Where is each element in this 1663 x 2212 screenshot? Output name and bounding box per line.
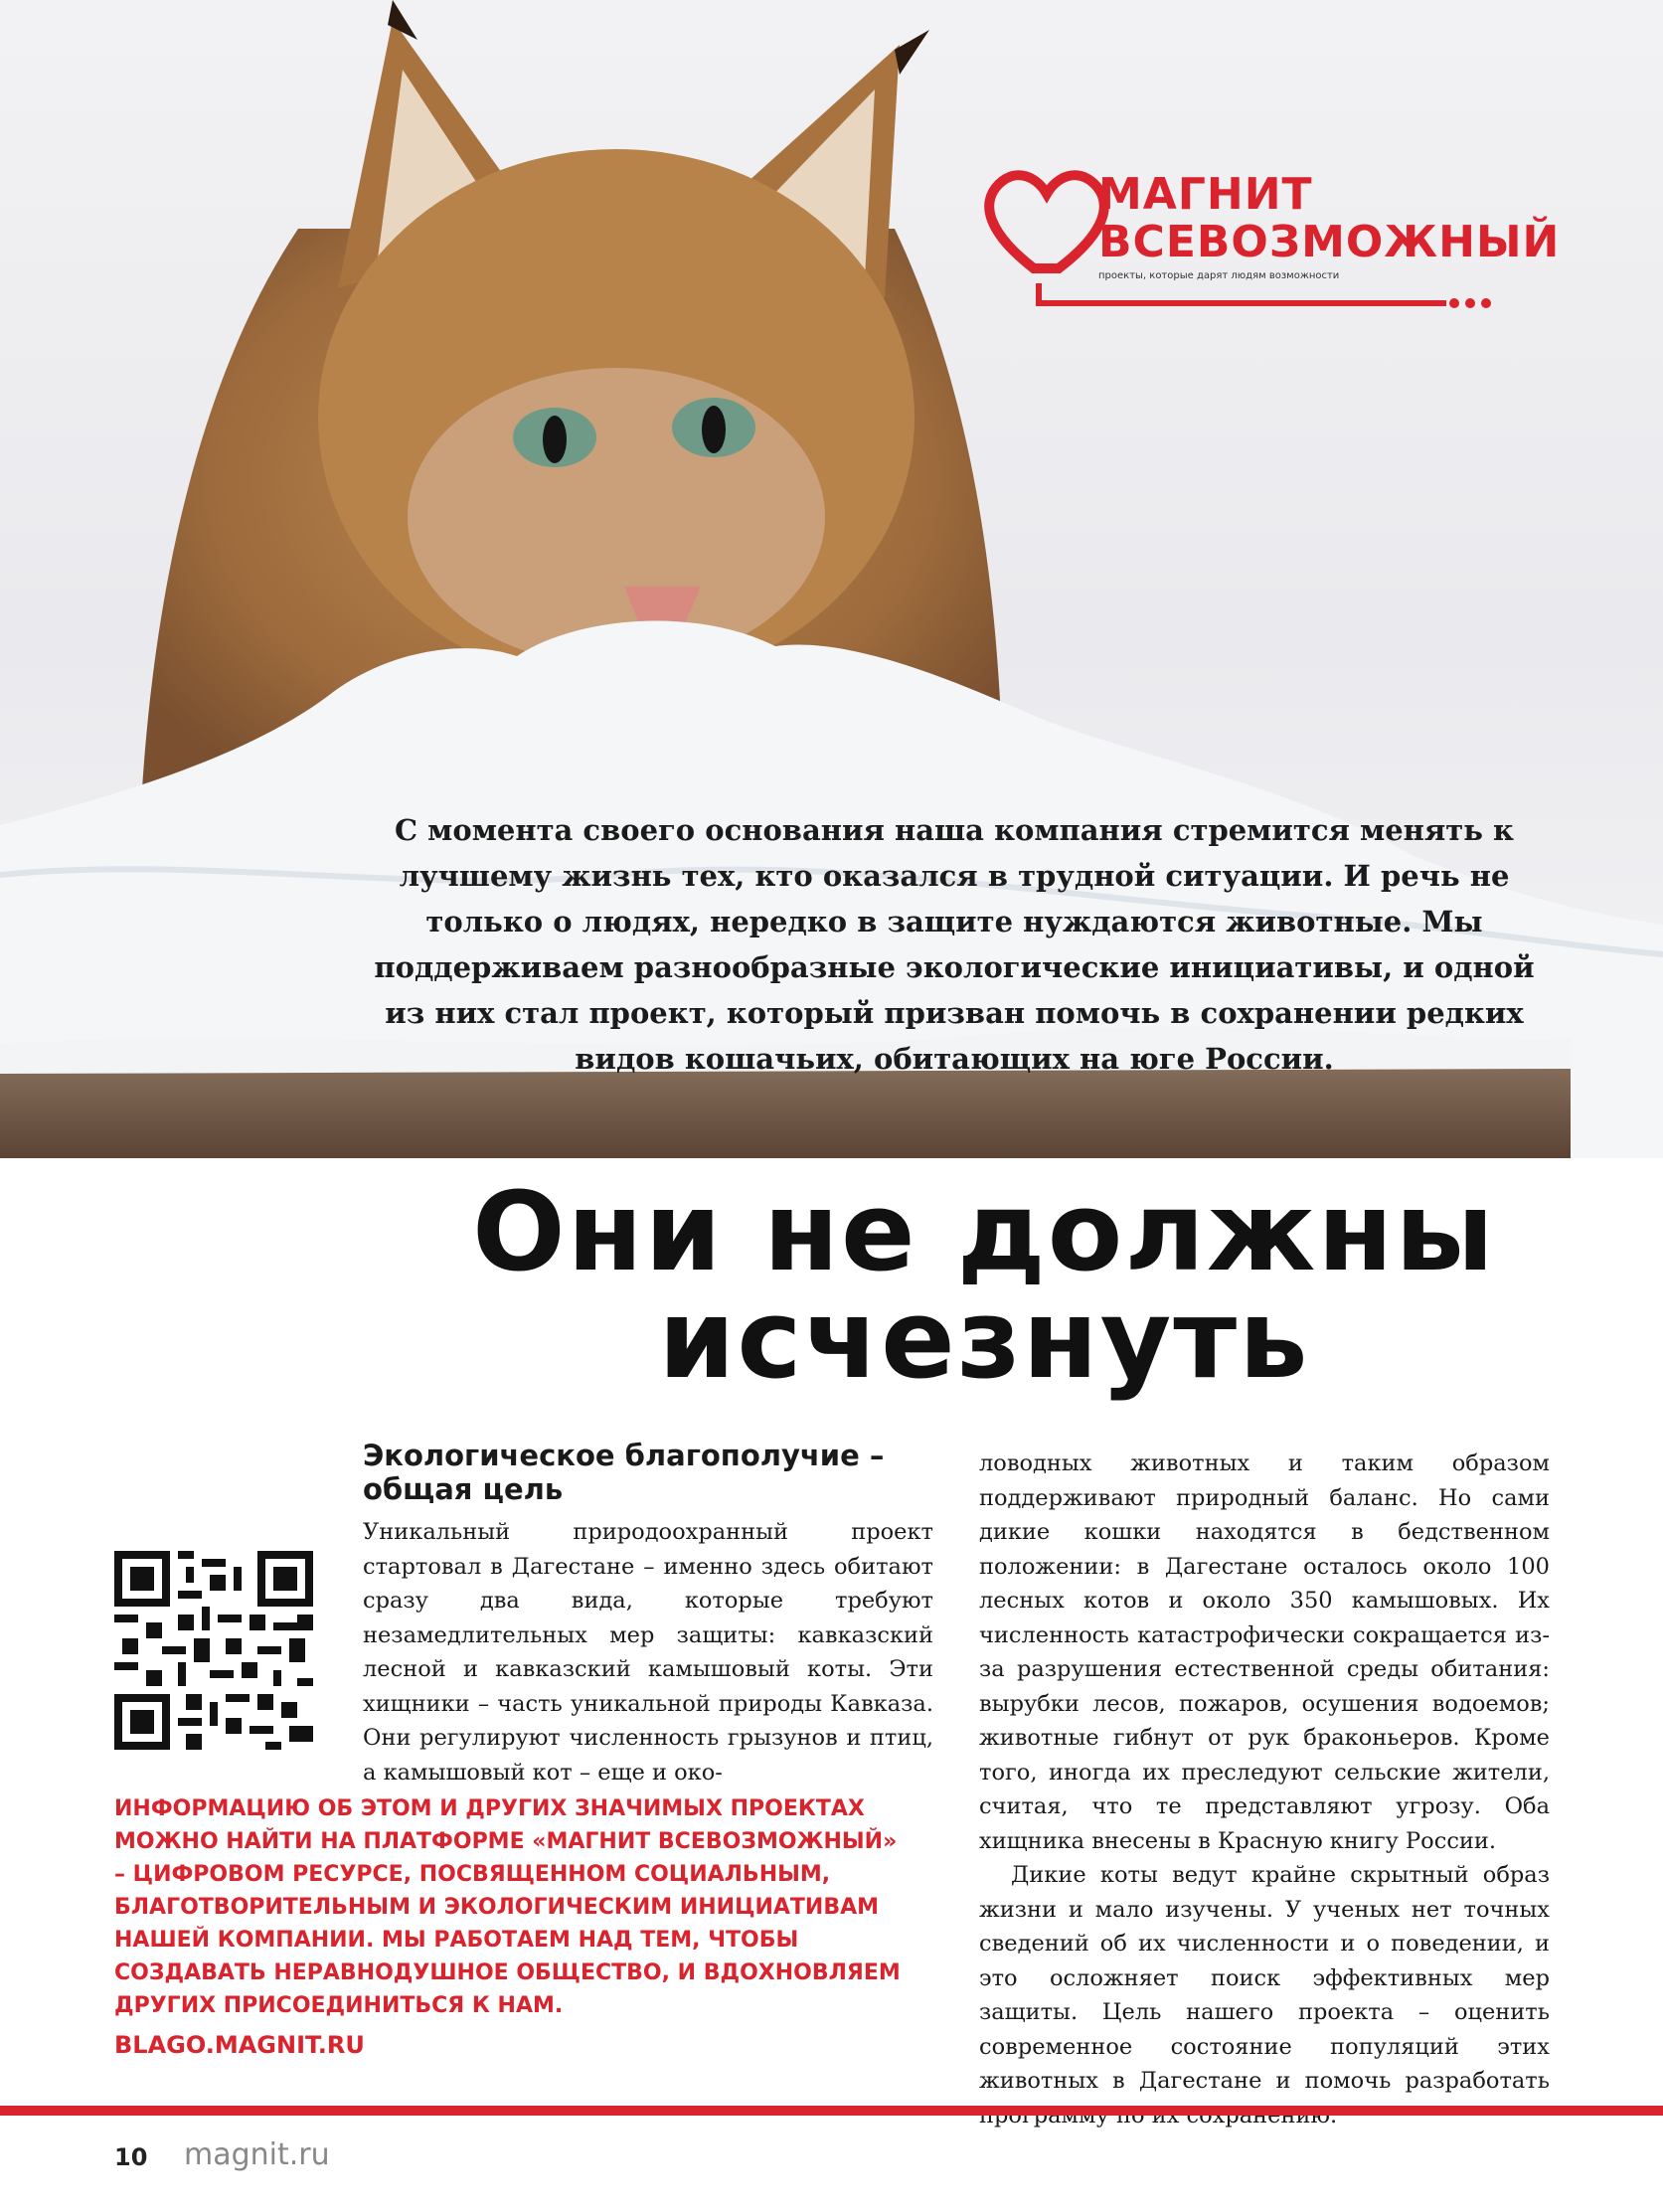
headline-line-2: исчезнуть — [658, 1276, 1310, 1403]
footer-site: magnit.ru — [184, 2137, 330, 2172]
headline-line-1: Они не должны — [472, 1168, 1496, 1295]
logo-tagline: проекты, которые дарят людям возможности — [1098, 270, 1340, 281]
section-subheading: Экологическое благополучие – общая цель — [363, 1439, 885, 1506]
article-paragraph: ловодных животных и таким образом поддерживают природный баланс. Но сами дикие кошки находятся в бедственном положении: в Дагестане осталось около 100 лесных котов и около 350 камышовых. Их численность катастрофически сокращается из-за разрушения естественной среды обитания: вырубки лесов, пожаров, осушения водоемов; животные гибнут от рук браконьеров. Кроме того, иногда их преследуют сельские жители, считая, что те представляют угрозу. Оба хищника внесены в Красную книгу России. — [979, 1450, 1550, 1854]
promo-link[interactable]: BLAGO.MAGNIT.RU — [114, 2031, 365, 2059]
qr-code-icon[interactable] — [114, 1551, 313, 1750]
logo-line-2: ВСЕВОЗМОЖНЫЙ — [1098, 217, 1561, 267]
promo-text: ИНФОРМАЦИЮ ОБ ЭТОМ И ДРУГИХ ЗНАЧИМЫХ ПРОЕКТАХ МОЖНО НАЙТИ НА ПЛАТФОРМЕ «МАГНИТ ВСЕВОЗМОЖНЫЙ» – ЦИФРОВОМ РЕСУРСЕ, ПОСВЯЩЕННОМ СОЦИАЛЬНЫМ, БЛАГОТВОРИТЕЛЬНЫМ И ЭКОЛОГИЧЕСКИМ ИНИЦИАТИВАМ НАШЕЙ КОМПАНИИ. МЫ РАБОТАЕМ НАД ТЕМ, ЧТОБЫ СОЗДАВАТЬ НЕРАВНОДУШНОЕ ОБЩЕСТВО, И ВДОХНОВЛЯЕМ ДРУГИХ ПРИСОЕДИНИТЬСЯ К НАМ. — [114, 1796, 901, 2018]
article-paragraph: Дикие коты ведут крайне скрытный образ жизни и мало изучены. У ученых нет точных сведений об их численности и о поведении, и это осложняет поиск эффективных мер защиты. Цель нашего проекта – оценить современное состояние популяций этих животных в Дагестане и помочь разработать — [979, 1862, 1550, 2094]
article-paragraph: Уникальный природоохранный проект стартовал в Дагестане – именно здесь обитают сразу два вида, которые требуют незамедлительных мер защиты: кавказский лесной и кавказский камышовый коты. Эти хищники – часть уникальной природы Кавказа. Они регулируют численность грызунов и птиц, а камышовый кот – еще и око- — [363, 1519, 933, 1786]
logo-line-1: МАГНИТ — [1098, 169, 1313, 220]
intro-text: С момента своего основания наша компания стремится менять к лучшему жизнь тех, кто оказался в трудной ситуации. И речь не только о людях, нередко в защите нуждаются животные. Мы поддерживаем разнообразные экологические инициативы, и одной из них стал проект, который призван помочь в сохранении редких видов кошачьих, обитающих на юге России. — [374, 813, 1535, 1076]
page-number: 10 — [114, 2143, 148, 2171]
article-column-1 — [363, 1515, 933, 1789]
article-column-2 — [979, 1446, 1550, 2132]
magnit-vsevozmozhny-logo — [979, 159, 1561, 318]
footer-divider — [0, 2106, 1663, 2116]
page-headline — [338, 1168, 1630, 1403]
